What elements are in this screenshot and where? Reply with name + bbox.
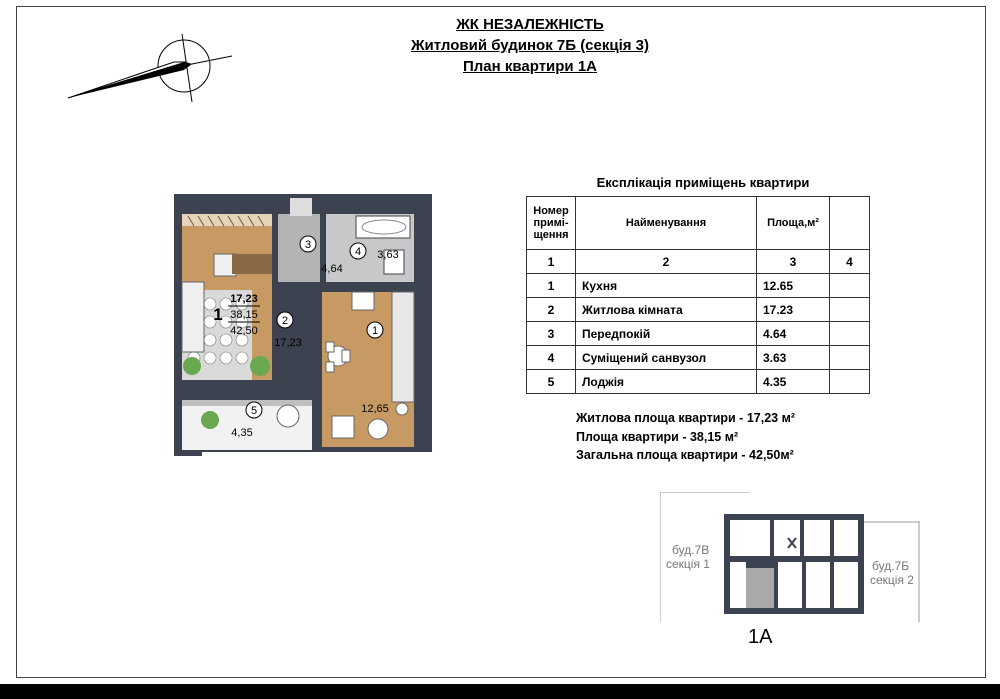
row-note: [830, 298, 870, 322]
room-1-number: 1: [371, 325, 379, 337]
room-5-area: 4,35: [231, 427, 253, 439]
explication-title: Експлікація приміщень квартири: [596, 175, 810, 190]
table-index-row: [527, 250, 870, 274]
row-number: 5: [527, 370, 576, 394]
table-row: [527, 298, 870, 322]
index-cell: 3: [757, 250, 830, 274]
row-name: Лоджія: [576, 370, 757, 394]
row-note: [830, 322, 870, 346]
apartment-label: 1А: [748, 626, 773, 648]
row-number: 2: [527, 298, 576, 322]
row-area: 4.64: [757, 322, 830, 346]
living-area-summary: Житлова площа квартири - 17,23 м²: [576, 411, 795, 425]
index-cell: 1: [527, 250, 576, 274]
table-header-row: [527, 197, 870, 250]
plant-icon: [183, 357, 201, 375]
sofa: [182, 282, 204, 352]
room-4-number: 4: [354, 246, 362, 258]
row-name: Житлова кімната: [576, 298, 757, 322]
header-area: Площа,м²: [757, 197, 830, 250]
apartment-number: 1: [213, 305, 223, 324]
right-building-label: буд.7Б: [872, 559, 910, 573]
row-name: Суміщений санвузол: [576, 346, 757, 370]
left-building-label: буд.7В: [672, 543, 710, 557]
room-1-area: 12,65: [361, 403, 389, 415]
plan-total-area: 42,50: [230, 325, 258, 337]
highlighted-apartment-1a: [746, 568, 774, 608]
header-note: [830, 197, 870, 250]
row-area: 17.23: [757, 298, 830, 322]
row-name: Передпокій: [576, 322, 757, 346]
explication-table: [526, 196, 870, 394]
right-section-label: секція 2: [870, 573, 914, 587]
bottom-bar: [0, 684, 1000, 699]
north-arrow-icon: [62, 30, 252, 110]
apartment-floor-plan: [170, 194, 436, 456]
row-name: Кухня: [576, 274, 757, 298]
row-note: [830, 274, 870, 298]
room-2-area: 17,23: [274, 337, 302, 349]
plan-apartment-area: 38,15: [230, 309, 258, 321]
row-area: 3.63: [757, 346, 830, 370]
index-cell: 4: [830, 250, 870, 274]
room-4-area: 3,63: [377, 249, 399, 261]
room-3-area: 4,64: [321, 263, 343, 275]
table-row: [527, 274, 870, 298]
total-area-summary: Загальна площа квартири - 42,50м²: [576, 448, 794, 462]
row-number: 4: [527, 346, 576, 370]
row-note: [830, 370, 870, 394]
table-row: [527, 322, 870, 346]
table-row: [527, 370, 870, 394]
room-3-number: 3: [304, 239, 312, 251]
row-number: 1: [527, 274, 576, 298]
plan-living-area: 17,23: [230, 293, 258, 305]
row-area: 4.35: [757, 370, 830, 394]
room-2-number: 2: [281, 315, 289, 327]
building-title: Житловий будинок 7Б (секція 3): [410, 37, 650, 54]
apartment-area-summary: Площа квартири - 38,15 м²: [576, 430, 739, 444]
plan-title: План квартири 1А: [462, 58, 597, 75]
table-row: [527, 346, 870, 370]
row-note: [830, 346, 870, 370]
left-section-label: секція 1: [666, 557, 710, 571]
room-5-number: 5: [250, 405, 258, 417]
header-name: Найменування: [576, 197, 757, 250]
index-cell: 2: [576, 250, 757, 274]
row-area: 12.65: [757, 274, 830, 298]
row-number: 3: [527, 322, 576, 346]
header-number: Номер примі- щення: [527, 197, 576, 250]
complex-title: ЖК НЕЗАЛЕЖНІСТЬ: [456, 16, 604, 33]
